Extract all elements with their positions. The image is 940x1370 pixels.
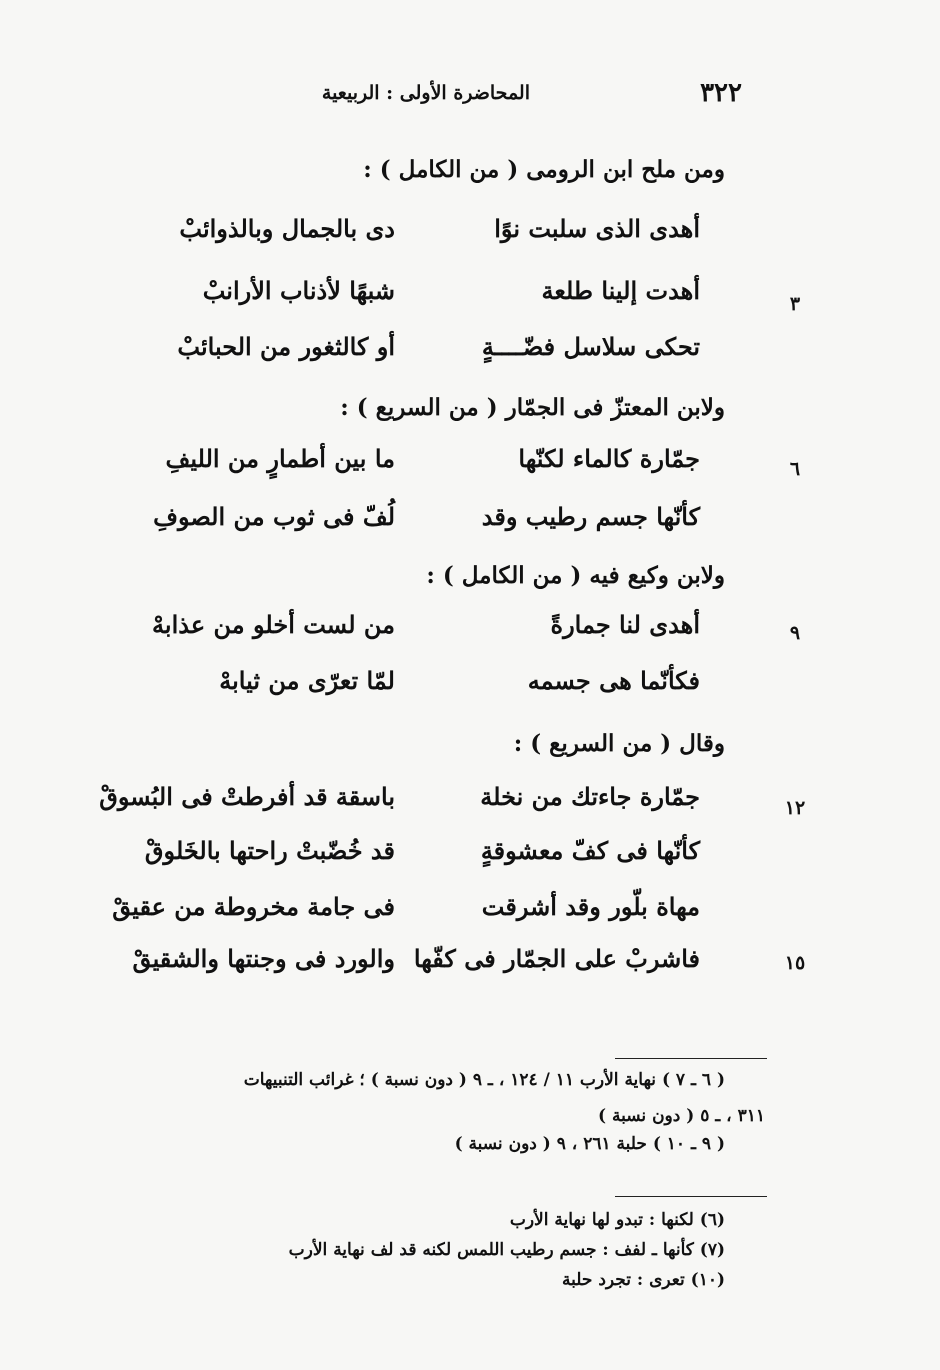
section-heading: ولابن المعتزّ فى الجمّار ( من السريع ) : (340, 394, 725, 421)
verse-first-hemistich: فاشربْ على الجمّار فى كفّها (413, 944, 700, 973)
footnote-source: ( ٦ ـ ٧ ) نهاية الأرب ١١ / ١٢٤ ، ـ ٩ ( دون نسبة ) ؛ غرائب التنبيهات (243, 1070, 725, 1090)
verse-second-hemistich: قد خُضّبتْ راحتها بالخَلوقْ (144, 836, 395, 865)
footnote-variant: (٧) كأنها ـ لفف : جسم رطيب اللمس لكنه قد لف نهاية الأرب (288, 1240, 725, 1260)
section-heading: ولابن وكيع فيه ( من الكامل ) : (426, 562, 725, 589)
verse-first-hemistich: كأنّها جسم رطيب وقد (481, 502, 700, 531)
verse-first-hemistich: كأنّها فى كفّ معشوقةٍ (480, 836, 700, 865)
footnote-variant: (٦) لكنها : تبدو لها نهاية الأرب (509, 1210, 725, 1230)
verse-first-hemistich: جمّارة كالماء لكنّها (518, 444, 700, 473)
page-number: ٣٢٢ (700, 78, 742, 108)
verse-second-hemistich: دى بالجمال وبالذوائبْ (179, 214, 395, 243)
running-head: المحاضرة الأولى : الربيعية (321, 82, 530, 104)
line-number: ٦ (789, 458, 801, 480)
line-number: ٣ (789, 293, 801, 315)
verse-second-hemistich: ما بين أطمارٍ من الليفِ (165, 444, 395, 473)
line-number: ١٢ (784, 797, 806, 819)
verse-first-hemistich: تحكى سلاسل فضّــــةٍ (481, 332, 700, 361)
footnote-source: ٣١١ ، ـ ٥ ( دون نسبة ) (598, 1106, 765, 1126)
section-heading: ومن ملح ابن الرومى ( من الكامل ) : (363, 156, 725, 183)
section-heading: وقال ( من السريع ) : (513, 730, 725, 757)
verse-first-hemistich: جمّارة جاءتك من نخلة (480, 782, 700, 811)
footnote-variant: (١٠) تعرى : تجرد حلبة (562, 1270, 725, 1290)
verse-first-hemistich: فكأنّما هى جسمه (527, 666, 700, 695)
verse-second-hemistich: لمّا تعرّى من ثيابهْ (219, 666, 395, 695)
verse-first-hemistich: أهدت إلينا طلعة (541, 276, 700, 305)
footnote-source: ( ٩ ـ ١٠ ) حلبة ٢٦١ ، ٩ ( دون نسبة ) (454, 1134, 725, 1154)
line-number: ٩ (789, 622, 801, 644)
verse-second-hemistich: أو كالثغور من الحبائبْ (177, 332, 395, 361)
footnote-rule (615, 1196, 767, 1197)
verse-second-hemistich: شبهًا لأذناب الأرانبْ (202, 276, 395, 305)
verse-first-hemistich: أهدى الذى سلبت نوًا (494, 214, 700, 243)
footnote-rule (615, 1058, 767, 1059)
verse-second-hemistich: من لست أخلو من عذابهْ (152, 610, 395, 639)
verse-second-hemistich: لُفّ فى ثوب من الصوفِ (153, 502, 395, 531)
verse-first-hemistich: مهاة بلّور وقد أشرقت (481, 892, 700, 921)
verse-first-hemistich: أهدى لنا جمارةً (550, 610, 700, 639)
verse-second-hemistich: باسقة قد أفرطتْ فى البُسوقْ (99, 782, 395, 811)
line-number: ١٥ (784, 952, 806, 974)
verse-second-hemistich: والورد فى وجنتها والشقيقْ (132, 944, 395, 973)
verse-second-hemistich: فى جامة مخروطة من عقيقْ (112, 892, 395, 921)
